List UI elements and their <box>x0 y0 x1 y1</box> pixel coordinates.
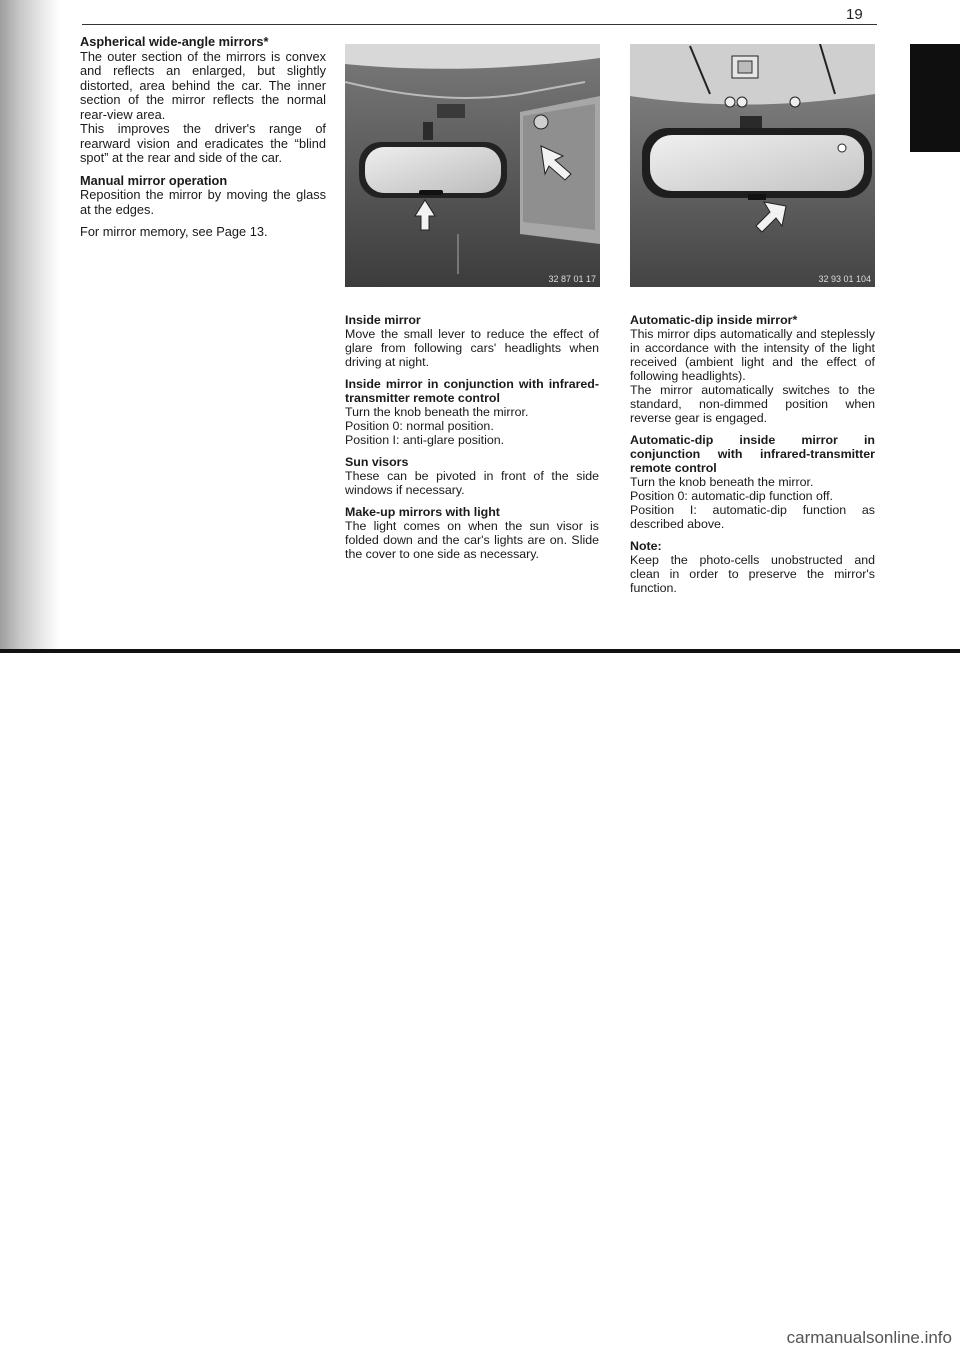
note-heading: Note: <box>630 539 662 553</box>
section-tab <box>910 44 960 152</box>
manual-mirror-body: Reposition the mirror by moving the glass at the edges. <box>80 187 326 217</box>
makeup-mirror-heading: Make-up mirrors with light <box>345 505 500 519</box>
autodip-remote-position-0: Position 0: automatic-dip function off. <box>630 489 833 503</box>
right-column <box>630 313 875 603</box>
sun-visors-body: These can be pivoted in front of the side windows if necessary. <box>345 469 599 497</box>
footer-rule <box>0 649 960 653</box>
autodip-heading: Automatic-dip inside mirror* <box>630 313 798 327</box>
inside-mirror-photo <box>345 44 600 287</box>
site-watermark: carmanualsonline.info <box>786 1328 952 1347</box>
autodip-remote-position-1: Position I: automatic-dip function as described above. <box>630 503 875 531</box>
mirror-memory-note: For mirror memory, see Page 13. <box>80 224 268 239</box>
infrared-position-1: Position I: anti-glare position. <box>345 433 505 447</box>
inside-mirror-body: Move the small lever to reduce the effect of glare from following cars' headlights when driving at night. <box>345 327 599 369</box>
middle-column <box>345 313 599 569</box>
inside-mirror-illustration <box>345 44 600 287</box>
autodip-body-1: This mirror dips automatically and steplessly in accordance with the intensity of the light received (ambient light and the effect of following headlights). <box>630 327 875 383</box>
infrared-position-0: Position 0: normal position. <box>345 419 494 433</box>
note-body: Keep the photo-cells unobstructed and clean in order to preserve the mirror's function. <box>630 553 875 595</box>
makeup-mirror-body: The light comes on when the sun visor is folded down and the car's lights are on. Slide the cover to one side as necessary. <box>345 519 599 561</box>
page-number: 19 <box>846 6 863 23</box>
sun-visors-heading: Sun visors <box>345 455 409 469</box>
aspherical-body-2: This improves the driver's range of rearward vision and eradicates the “blind spot” at the rear and side of the car. <box>80 121 326 165</box>
inside-mirror-heading: Inside mirror <box>345 313 421 327</box>
autodip-remote-body: Turn the knob beneath the mirror. <box>630 475 814 489</box>
autodip-remote-heading: Automatic-dip inside mirror in conjunction with infrared-transmitter remote control <box>630 433 875 475</box>
binding-shadow <box>0 0 60 650</box>
header-rule <box>82 24 877 25</box>
manual-mirror-heading: Manual mirror operation <box>80 172 228 188</box>
infrared-heading: Inside mirror in conjunction with infrared-transmitter remote control <box>345 377 599 405</box>
autodip-mirror-photo <box>630 44 875 287</box>
aspherical-heading: Aspherical wide-angle mirrors* <box>80 34 269 49</box>
autodip-mirror-illustration <box>630 44 875 287</box>
aspherical-body-1: The outer section of the mirrors is convex and reflects an enlarged, but slightly distorted, area behind the car. The inner section of the mirror reflects the normal rear-view area. <box>80 48 326 122</box>
left-column <box>80 35 326 248</box>
figure-code-2: 32 93 01 104 <box>818 274 871 284</box>
infrared-body: Turn the knob beneath the mirror. <box>345 405 529 419</box>
figure-code-1: 32 87 01 17 <box>548 274 596 284</box>
autodip-body-2: The mirror automatically switches to the standard, non-dimmed position when reverse gear is engaged. <box>630 383 875 425</box>
